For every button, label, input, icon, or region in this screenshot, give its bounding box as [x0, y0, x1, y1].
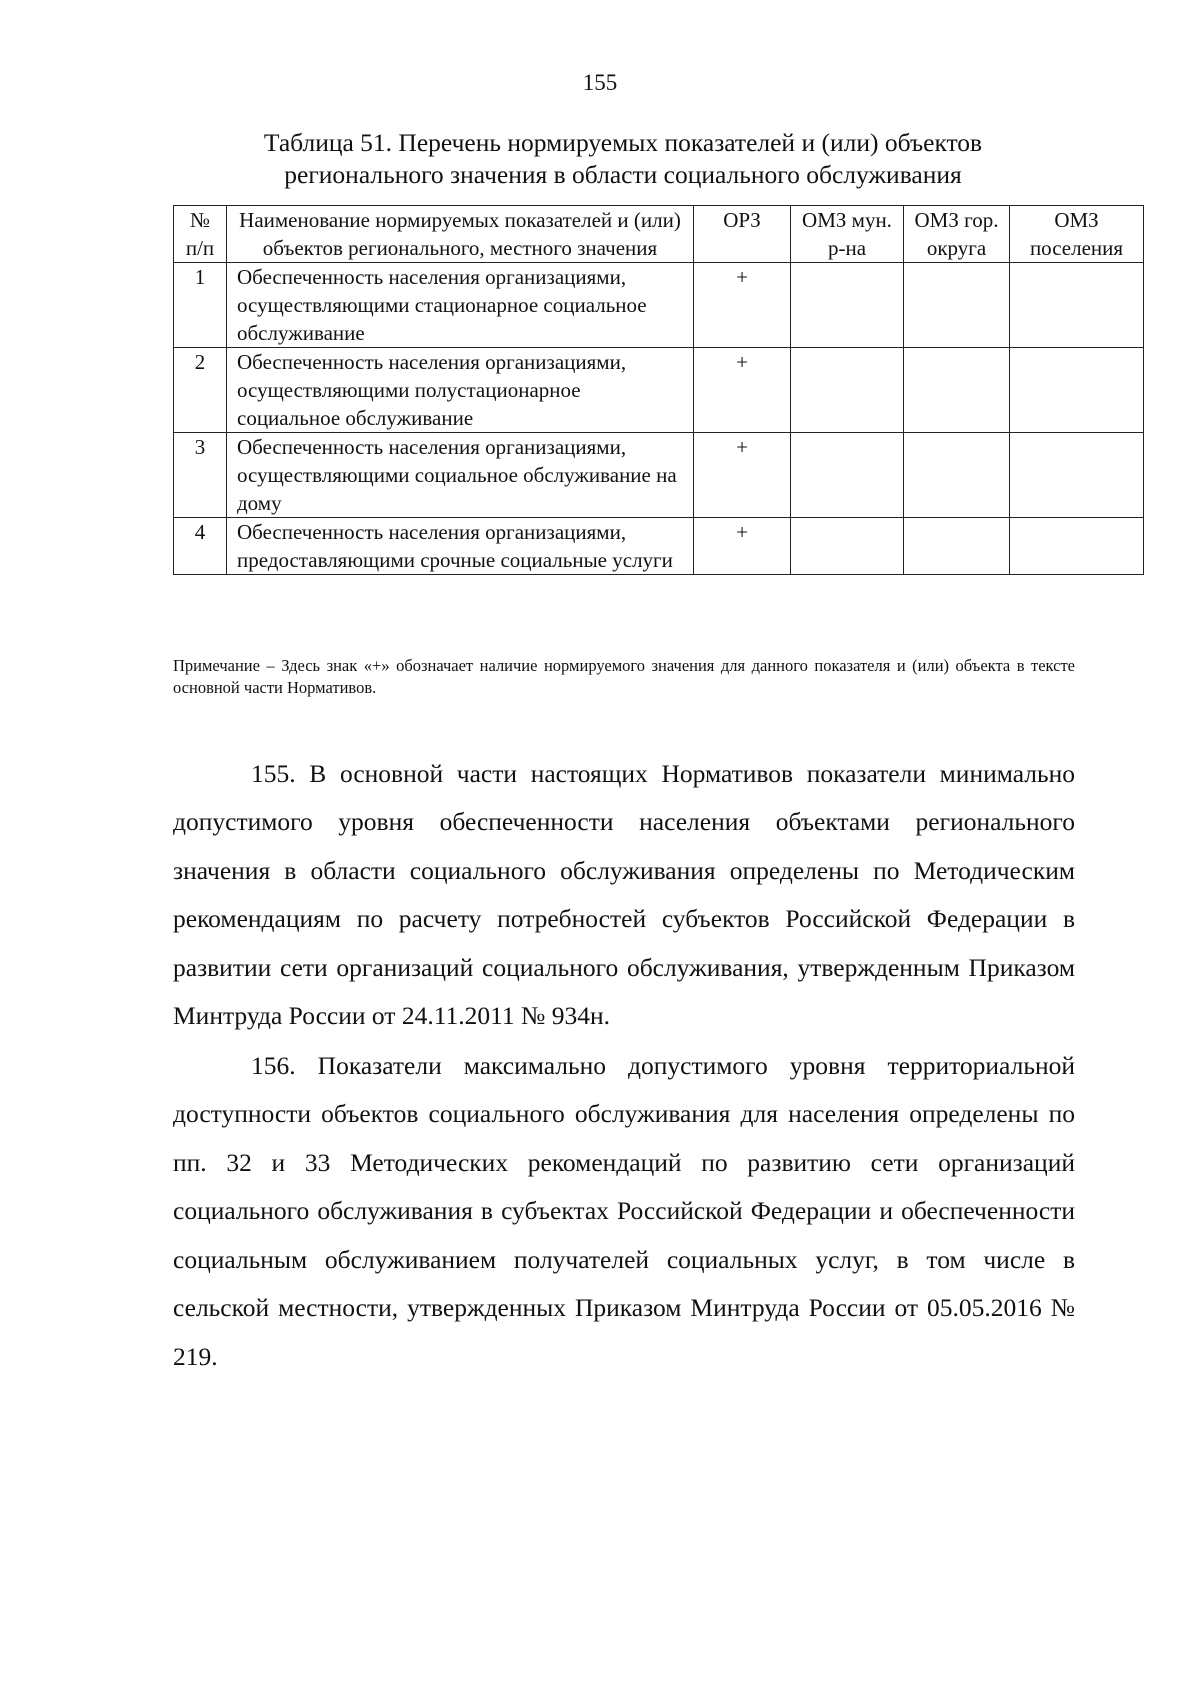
- table-row: [174, 518, 1144, 575]
- norms-table: [173, 205, 1144, 575]
- row-omz-pos: [1010, 348, 1144, 433]
- table-header-row: [174, 206, 1144, 263]
- row-omz-pos: [1010, 518, 1144, 575]
- row-omz-mun: [791, 348, 904, 433]
- row-omz-gor: [904, 433, 1010, 518]
- header-omz-gor: ОМЗ гор. округа: [904, 206, 1010, 263]
- header-omz-pos: ОМЗ поселения: [1010, 206, 1144, 263]
- row-omz-mun: [791, 433, 904, 518]
- paragraph-155: 155. В основной части настоящих Нормативов показатели минимально допустимого уровня обеспеченности населения объектами регионального значения в области социального обслуживания определены по Методическим рекомендациям по расчету потребностей субъектов Российской Федерации в развитии сети организаций социального обслуживания, утвержденным Приказом Минтруда России от 24.11.2011 № 934н.: [173, 758, 1075, 1030]
- row-omz-pos: [1010, 263, 1144, 348]
- header-omz-mun: ОМЗ мун. р-на: [791, 206, 904, 263]
- row-name: Обеспеченность населения организациями, предоставляющими срочные социальные услуги: [227, 518, 694, 575]
- header-orz: ОРЗ: [694, 206, 791, 263]
- row-omz-gor: [904, 348, 1010, 433]
- header-num: № п/п: [174, 206, 227, 263]
- row-omz-gor: [904, 263, 1010, 348]
- row-name: Обеспеченность населения организациями, осуществляющими социальное обслуживание на дому: [227, 433, 694, 518]
- row-orz: +: [694, 348, 791, 433]
- table-row: [174, 348, 1144, 433]
- row-omz-mun: [791, 518, 904, 575]
- row-num: 2: [174, 348, 227, 433]
- table-title: [172, 127, 1074, 191]
- row-omz-mun: [791, 263, 904, 348]
- row-name: Обеспеченность населения организациями, осуществляющими стационарное социальное обслуживание: [227, 263, 694, 348]
- row-orz: +: [694, 433, 791, 518]
- table-title-line-1: Таблица 51. Перечень нормируемых показателей и (или) объектов: [263, 128, 983, 157]
- row-orz: +: [694, 518, 791, 575]
- page-number: 155: [582, 70, 618, 95]
- table-row: [174, 263, 1144, 348]
- row-name: Обеспеченность населения организациями, осуществляющими полустационарное социальное обслуживание: [227, 348, 694, 433]
- row-orz: +: [694, 263, 791, 348]
- row-omz-pos: [1010, 433, 1144, 518]
- table-row: [174, 433, 1144, 518]
- row-num: 4: [174, 518, 227, 575]
- row-num: 1: [174, 263, 227, 348]
- table-title-line-2: регионального значения в области социального обслуживания: [284, 160, 962, 189]
- header-name: Наименование нормируемых показателей и (или) объектов регионального, местного значения: [227, 206, 694, 263]
- row-num: 3: [174, 433, 227, 518]
- table-note: Примечание – Здесь знак «+» обозначает наличие нормируемого значения для данного показателя и (или) объекта в тексте основной части Нормативов.: [173, 656, 1075, 697]
- paragraph-156: 156. Показатели максимально допустимого уровня территориальной доступности объектов социального обслуживания для населения определены по пп. 32 и 33 Методических рекомендаций по развитию сети организаций социального обслуживания в субъектах Российской Федерации и обеспеченности социальным обслуживанием получателей социальных услуг, в том числе в сельской местности, утвержденных Приказом Минтруда России от 05.05.2016 № 219.: [173, 1050, 1075, 1371]
- row-omz-gor: [904, 518, 1010, 575]
